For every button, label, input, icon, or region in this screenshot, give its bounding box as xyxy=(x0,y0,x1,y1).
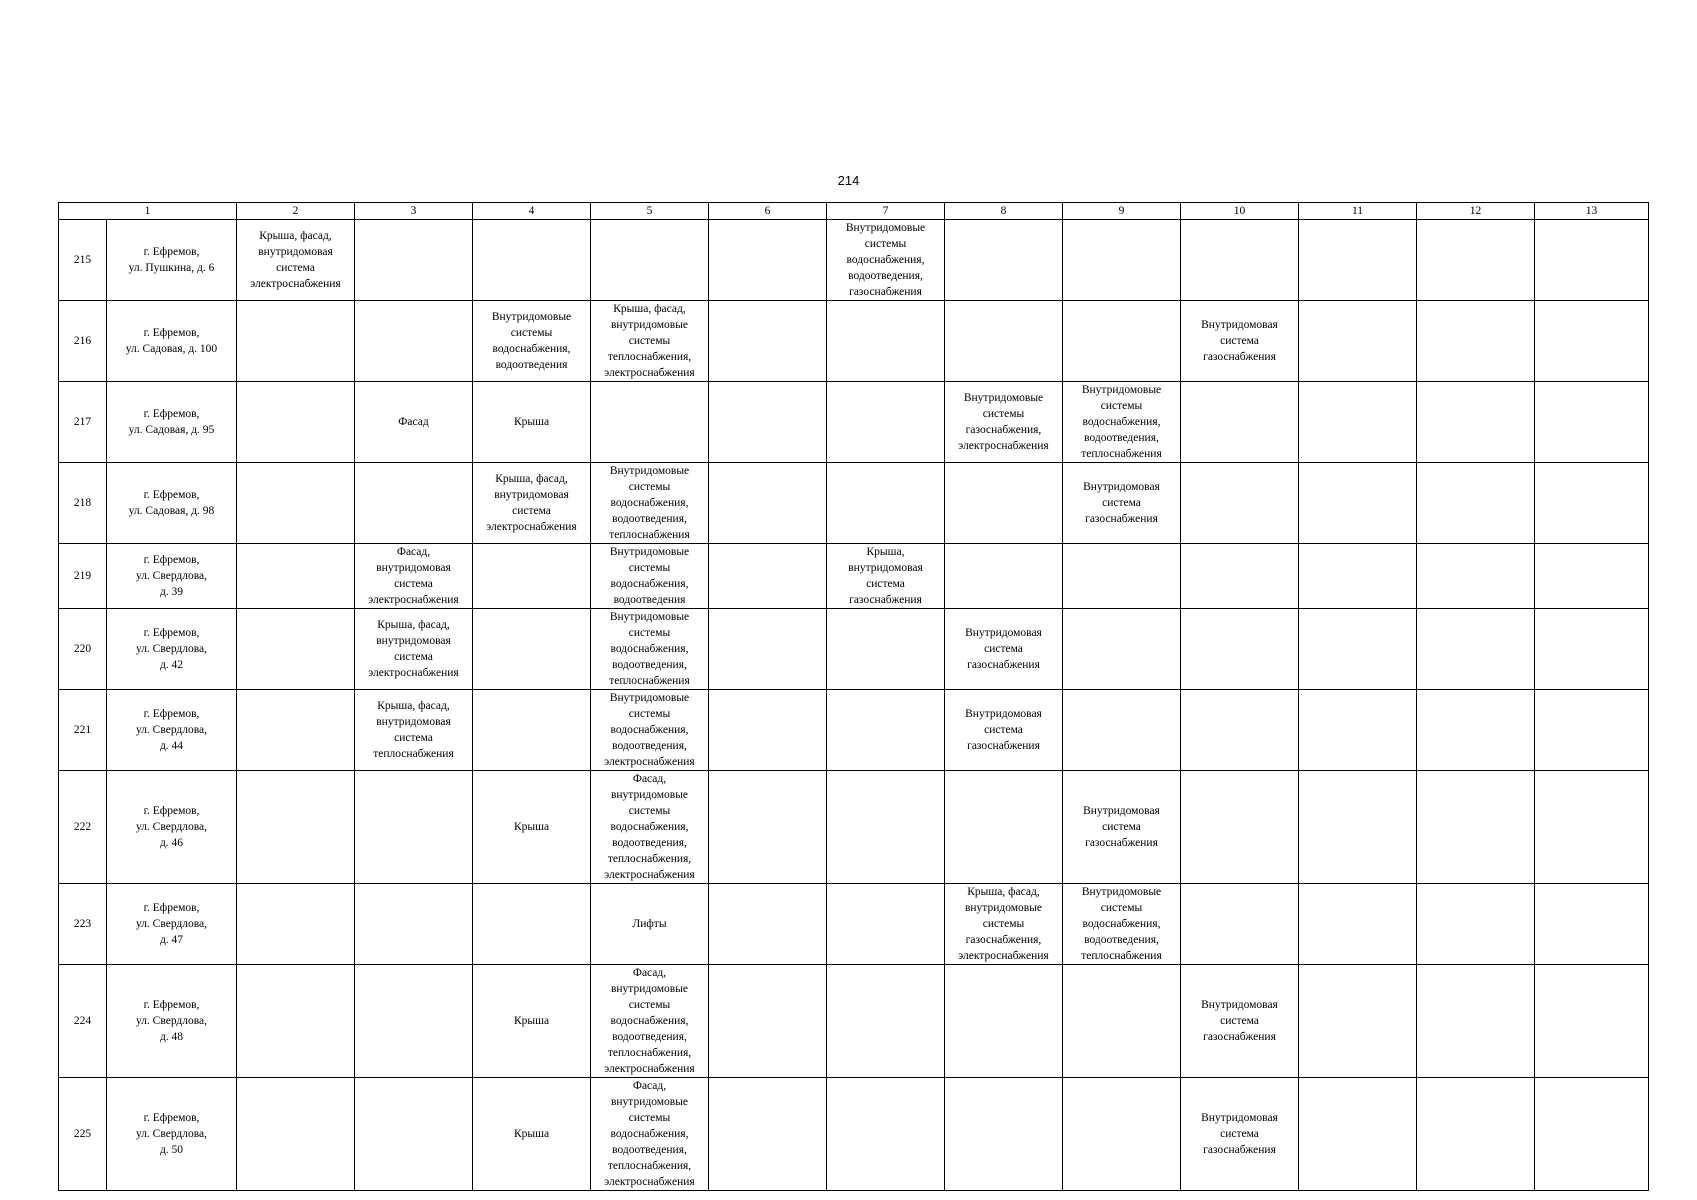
work-cell xyxy=(1535,884,1649,965)
work-cell xyxy=(1063,690,1181,771)
table-row xyxy=(59,884,1649,965)
work-cell xyxy=(709,690,827,771)
work-cell xyxy=(1181,771,1299,884)
work-cell xyxy=(237,382,355,463)
work-cell xyxy=(1417,609,1535,690)
work-cell: Внутридомовая система газоснабжения xyxy=(945,609,1063,690)
work-cell xyxy=(1417,965,1535,1078)
work-cell xyxy=(1181,382,1299,463)
row-number: 219 xyxy=(59,544,107,609)
work-cell xyxy=(473,884,591,965)
work-cell xyxy=(237,1078,355,1191)
row-number: 215 xyxy=(59,220,107,301)
work-cell xyxy=(1181,884,1299,965)
address-cell: г. Ефремов, ул. Пушкина, д. 6 xyxy=(107,220,237,301)
work-cell: Крыша, фасад, внутридомовые системы теплоснабжения, электроснабжения xyxy=(591,301,709,382)
row-number: 222 xyxy=(59,771,107,884)
work-cell xyxy=(945,771,1063,884)
work-cell xyxy=(1299,965,1417,1078)
work-cell xyxy=(1299,609,1417,690)
work-cell: Лифты xyxy=(591,884,709,965)
work-cell xyxy=(1417,771,1535,884)
work-cell xyxy=(709,220,827,301)
work-cell: Крыша xyxy=(473,965,591,1078)
work-cell: Внутридомовая система газоснабжения xyxy=(1181,1078,1299,1191)
work-cell: Фасад, внутридомовые системы водоснабжения, водоотведения, теплоснабжения, электроснабжения xyxy=(591,771,709,884)
work-cell: Внутридомовые системы водоснабжения, водоотведения xyxy=(591,544,709,609)
table-row xyxy=(59,463,1649,544)
work-cell xyxy=(1299,884,1417,965)
work-cell: Внутридомовые системы водоснабжения, водоотведения, электроснабжения xyxy=(591,690,709,771)
work-cell xyxy=(237,884,355,965)
work-cell xyxy=(945,301,1063,382)
work-cell xyxy=(827,382,945,463)
work-cell xyxy=(709,301,827,382)
column-header: 2 xyxy=(237,203,355,220)
work-cell xyxy=(1535,965,1649,1078)
column-header: 12 xyxy=(1417,203,1535,220)
work-cell: Крыша xyxy=(473,771,591,884)
work-cell xyxy=(1535,301,1649,382)
table-row xyxy=(59,690,1649,771)
work-cell xyxy=(1063,1078,1181,1191)
row-number: 216 xyxy=(59,301,107,382)
schedule-table xyxy=(58,202,1649,1191)
work-cell: Крыша, фасад, внутридомовые системы газоснабжения, электроснабжения xyxy=(945,884,1063,965)
work-cell: Крыша, внутридомовая система газоснабжения xyxy=(827,544,945,609)
work-cell xyxy=(1417,884,1535,965)
work-cell xyxy=(1063,544,1181,609)
work-cell xyxy=(1299,1078,1417,1191)
row-number: 221 xyxy=(59,690,107,771)
work-cell xyxy=(709,771,827,884)
column-header: 7 xyxy=(827,203,945,220)
work-cell xyxy=(237,463,355,544)
column-header: 5 xyxy=(591,203,709,220)
work-cell xyxy=(355,771,473,884)
work-cell xyxy=(709,544,827,609)
row-number: 223 xyxy=(59,884,107,965)
work-cell xyxy=(1535,463,1649,544)
work-cell xyxy=(1417,301,1535,382)
row-number: 220 xyxy=(59,609,107,690)
work-cell xyxy=(827,1078,945,1191)
column-header: 3 xyxy=(355,203,473,220)
work-cell: Внутридомовые системы водоснабжения, водоотведения, газоснабжения xyxy=(827,220,945,301)
work-cell: Фасад xyxy=(355,382,473,463)
work-cell xyxy=(591,382,709,463)
work-cell xyxy=(1063,220,1181,301)
address-cell: г. Ефремов, ул. Свердлова, д. 50 xyxy=(107,1078,237,1191)
work-cell xyxy=(827,884,945,965)
work-cell: Крыша, фасад, внутридомовая система электроснабжения xyxy=(355,609,473,690)
work-cell xyxy=(1299,690,1417,771)
work-cell xyxy=(709,382,827,463)
work-cell xyxy=(1299,544,1417,609)
address-cell: г. Ефремов, ул. Свердлова, д. 46 xyxy=(107,771,237,884)
work-cell xyxy=(709,463,827,544)
address-cell: г. Ефремов, ул. Садовая, д. 98 xyxy=(107,463,237,544)
work-cell xyxy=(1299,220,1417,301)
work-cell xyxy=(1535,544,1649,609)
work-cell: Крыша, фасад, внутридомовая система электроснабжения xyxy=(237,220,355,301)
work-cell xyxy=(1181,220,1299,301)
work-cell: Крыша xyxy=(473,382,591,463)
work-cell xyxy=(1417,1078,1535,1191)
work-cell xyxy=(237,771,355,884)
work-cell xyxy=(945,544,1063,609)
work-cell xyxy=(827,609,945,690)
work-cell xyxy=(1417,463,1535,544)
header-row xyxy=(59,203,1649,220)
work-cell xyxy=(1181,463,1299,544)
address-cell: г. Ефремов, ул. Свердлова, д. 44 xyxy=(107,690,237,771)
work-cell: Фасад, внутридомовые системы водоснабжения, водоотведения, теплоснабжения, электроснабжения xyxy=(591,1078,709,1191)
work-cell xyxy=(945,1078,1063,1191)
work-cell: Внутридомовая система газоснабжения xyxy=(1063,771,1181,884)
work-cell xyxy=(1299,301,1417,382)
work-cell xyxy=(1535,771,1649,884)
work-cell: Внутридомовые системы водоснабжения, водоотведения, теплоснабжения xyxy=(591,463,709,544)
work-cell: Внутридомовые системы водоснабжения, водоотведения, теплоснабжения xyxy=(1063,382,1181,463)
work-cell: Внутридомовая система газоснабжения xyxy=(1063,463,1181,544)
work-cell xyxy=(1299,771,1417,884)
work-cell xyxy=(945,463,1063,544)
work-cell xyxy=(1417,382,1535,463)
address-cell: г. Ефремов, ул. Свердлова, д. 48 xyxy=(107,965,237,1078)
work-cell xyxy=(237,690,355,771)
work-cell xyxy=(827,771,945,884)
table-row xyxy=(59,220,1649,301)
work-cell xyxy=(1299,463,1417,544)
work-cell xyxy=(355,301,473,382)
work-cell xyxy=(1417,220,1535,301)
work-cell xyxy=(1417,544,1535,609)
work-cell xyxy=(1535,690,1649,771)
work-cell xyxy=(1181,609,1299,690)
work-cell xyxy=(709,1078,827,1191)
work-cell xyxy=(827,463,945,544)
work-cell xyxy=(827,965,945,1078)
column-header: 8 xyxy=(945,203,1063,220)
work-cell xyxy=(1181,690,1299,771)
work-cell: Внутридомовая система газоснабжения xyxy=(945,690,1063,771)
work-cell xyxy=(709,965,827,1078)
work-cell: Крыша, фасад, внутридомовая система электроснабжения xyxy=(473,463,591,544)
row-number: 224 xyxy=(59,965,107,1078)
work-cell xyxy=(1535,609,1649,690)
work-cell xyxy=(1063,609,1181,690)
column-header: 13 xyxy=(1535,203,1649,220)
work-cell: Внутридомовые системы газоснабжения, электроснабжения xyxy=(945,382,1063,463)
work-cell xyxy=(827,690,945,771)
work-cell xyxy=(473,609,591,690)
row-number: 217 xyxy=(59,382,107,463)
work-cell xyxy=(355,1078,473,1191)
work-cell: Внутридомовые системы водоснабжения, водоотведения, теплоснабжения xyxy=(591,609,709,690)
address-cell: г. Ефремов, ул. Садовая, д. 100 xyxy=(107,301,237,382)
table-row xyxy=(59,544,1649,609)
work-cell xyxy=(237,609,355,690)
work-cell xyxy=(237,544,355,609)
page-number: 214 xyxy=(837,173,860,188)
work-cell xyxy=(945,965,1063,1078)
work-cell xyxy=(1535,220,1649,301)
work-cell xyxy=(473,544,591,609)
work-cell xyxy=(237,965,355,1078)
work-cell: Внутридомовые системы водоснабжения, водоотведения, теплоснабжения xyxy=(1063,884,1181,965)
table-row xyxy=(59,301,1649,382)
work-cell: Внутридомовые системы водоснабжения, водоотведения xyxy=(473,301,591,382)
work-cell: Внутридомовая система газоснабжения xyxy=(1181,301,1299,382)
work-cell xyxy=(1063,965,1181,1078)
work-cell xyxy=(591,220,709,301)
column-header: 11 xyxy=(1299,203,1417,220)
column-header: 9 xyxy=(1063,203,1181,220)
column-header: 6 xyxy=(709,203,827,220)
row-number: 225 xyxy=(59,1078,107,1191)
work-cell xyxy=(355,965,473,1078)
column-header: 10 xyxy=(1181,203,1299,220)
table-row xyxy=(59,609,1649,690)
table-row xyxy=(59,382,1649,463)
work-cell: Крыша, фасад, внутридомовая система теплоснабжения xyxy=(355,690,473,771)
work-cell xyxy=(709,884,827,965)
work-cell xyxy=(355,220,473,301)
work-cell xyxy=(709,609,827,690)
address-cell: г. Ефремов, ул. Садовая, д. 95 xyxy=(107,382,237,463)
table-row xyxy=(59,1078,1649,1191)
work-cell xyxy=(1535,1078,1649,1191)
row-number: 218 xyxy=(59,463,107,544)
address-cell: г. Ефремов, ул. Свердлова, д. 42 xyxy=(107,609,237,690)
work-cell xyxy=(473,220,591,301)
work-cell xyxy=(945,220,1063,301)
address-cell: г. Ефремов, ул. Свердлова, д. 47 xyxy=(107,884,237,965)
work-cell: Внутридомовая система газоснабжения xyxy=(1181,965,1299,1078)
work-cell xyxy=(355,884,473,965)
work-cell xyxy=(473,690,591,771)
work-cell xyxy=(827,301,945,382)
work-cell xyxy=(1063,301,1181,382)
work-cell: Крыша xyxy=(473,1078,591,1191)
work-cell: Фасад, внутридомовая система электроснабжения xyxy=(355,544,473,609)
column-header: 1 xyxy=(59,203,237,220)
work-cell xyxy=(1181,544,1299,609)
table-row xyxy=(59,771,1649,884)
work-cell: Фасад, внутридомовые системы водоснабжения, водоотведения, теплоснабжения, электроснабжения xyxy=(591,965,709,1078)
column-header: 4 xyxy=(473,203,591,220)
work-cell xyxy=(1299,382,1417,463)
table-row xyxy=(59,965,1649,1078)
work-cell xyxy=(355,463,473,544)
work-cell xyxy=(1535,382,1649,463)
address-cell: г. Ефремов, ул. Свердлова, д. 39 xyxy=(107,544,237,609)
work-cell xyxy=(237,301,355,382)
work-cell xyxy=(1417,690,1535,771)
